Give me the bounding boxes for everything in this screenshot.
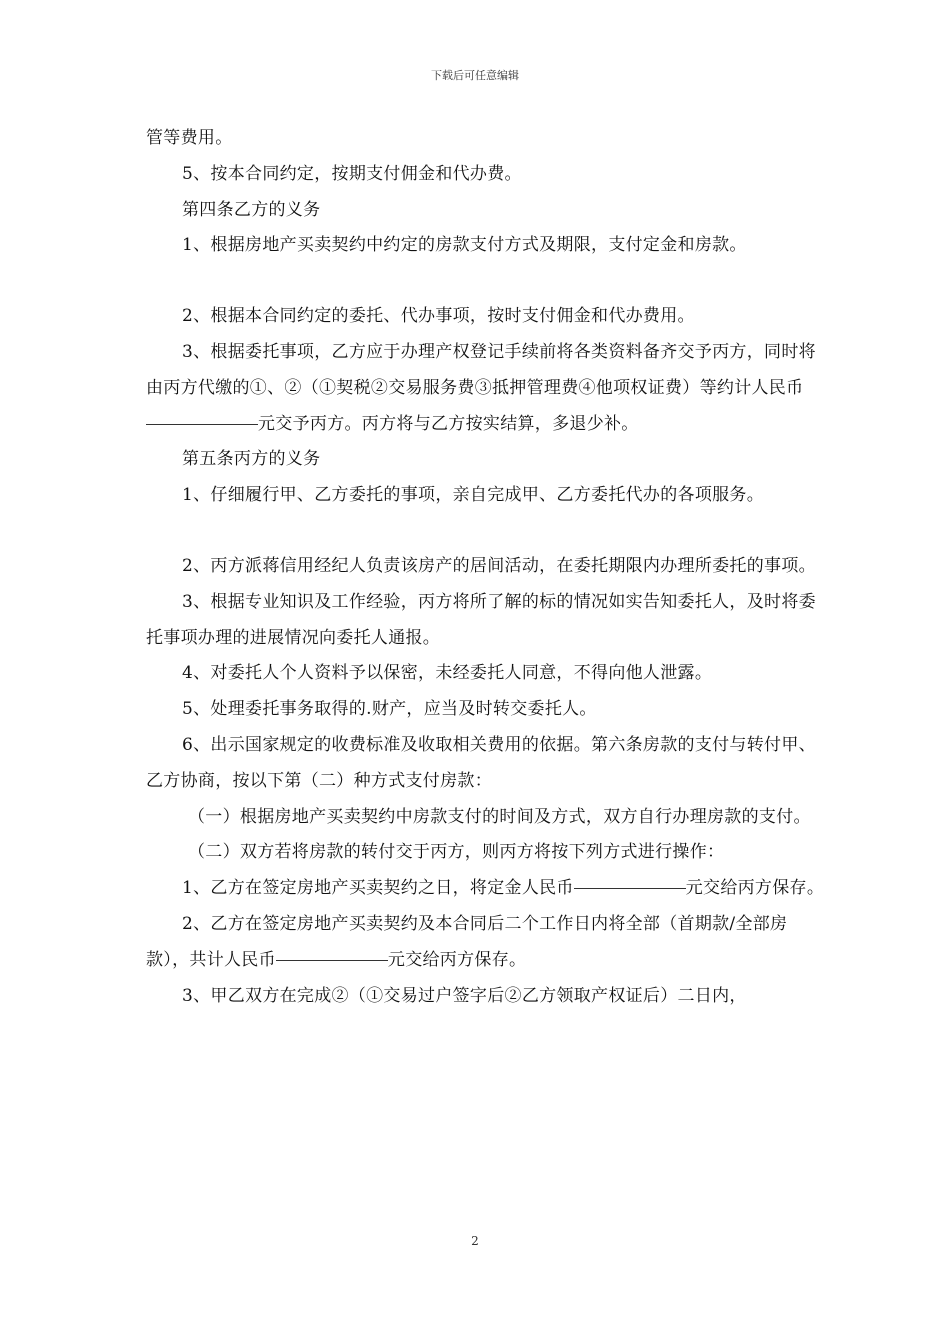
section-heading: 第四条乙方的义务	[182, 199, 321, 220]
paragraph: 1、仔细履行甲、乙方委托的事项，亲自完成甲、乙方委托代办的各项服务。	[182, 485, 765, 506]
paragraph	[146, 335, 826, 442]
paragraph: 1、根据房地产买卖契约中约定的房款支付方式及期限，支付定金和房款。	[182, 235, 747, 256]
fill-in-blank	[146, 424, 258, 425]
paragraph: 3、甲乙双方在完成②（①交易过户签字后②乙方领取产权证后）二日内，	[182, 985, 747, 1006]
paragraph: （二）双方若将房款的转付交于丙方，则丙方将按下列方式进行操作：	[188, 842, 725, 863]
paragraph: 4、对委托人个人资料予以保密，未经委托人同意，不得向他人泄露。	[182, 663, 713, 684]
paragraph-text: 元交给丙方保存。	[387, 949, 527, 970]
section-heading: 第五条丙方的义务	[182, 449, 321, 470]
paragraph: 5、处理委托事务取得的.财产，应当及时转交委托人。	[182, 699, 597, 720]
paragraph-text: 元交予丙方。丙方将与乙方按实结算，多退少补。	[258, 413, 639, 434]
paragraph-text: 3、根据委托事项，乙方应于办理产权登记手续前将各类资料备齐交予丙方，同时将由丙方代缴的①、②（①契税②交易服务费③抵押管理费④他项权证费）等约计人民币	[146, 341, 816, 398]
paragraph-text: 1、乙方在签定房地产买卖契约之日，将定金人民币	[182, 878, 574, 899]
paragraph-gap	[146, 514, 826, 549]
paragraph: 3、根据专业知识及工作经验，丙方将所了解的标的情况如实告知委托人，及时将委托事项办理的进展情况向委托人通报。	[146, 591, 816, 648]
page-number: 2	[471, 1234, 479, 1248]
paragraph: 6、出示国家规定的收费标准及收取相关费用的依据。第六条房款的支付与转付甲、乙方协商，按以下第（二）种方式支付房款：	[146, 734, 816, 791]
paragraph	[146, 907, 826, 979]
fill-in-blank	[574, 888, 686, 889]
paragraph-text: 2、乙方在签定房地产买卖契约及本合同后二个工作日内将全部（首期款/全部房款），共计人民币	[146, 913, 788, 970]
page-header: 下载后可任意编辑	[431, 69, 519, 82]
paragraph: 管等费用。	[146, 128, 233, 148]
fill-in-blank	[276, 960, 388, 961]
paragraph-text: 元交给丙方保存。	[685, 878, 825, 899]
document-body	[146, 121, 826, 1014]
paragraph: （一）根据房地产买卖契约中房款支付的时间及方式，双方自行办理房款的支付。	[188, 806, 811, 827]
paragraph: 2、丙方派蒋信用经纪人负责该房产的居间活动，在委托期限内办理所委托的事项。	[182, 555, 816, 576]
paragraph	[146, 871, 826, 907]
paragraph: 2、根据本合同约定的委托、代办事项，按时支付佣金和代办费用。	[182, 306, 695, 327]
paragraph-gap	[146, 264, 826, 299]
paragraph: 5、按本合同约定，按期支付佣金和代办费。	[182, 163, 522, 184]
